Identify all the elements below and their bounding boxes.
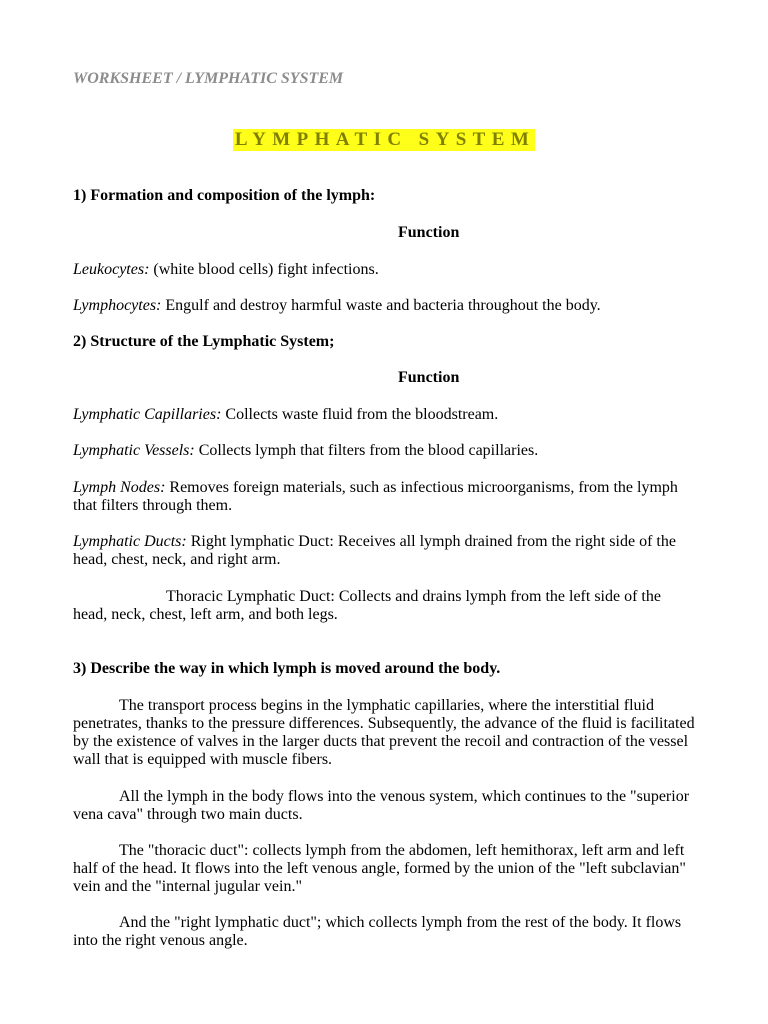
term: Lymphatic Vessels: <box>73 442 195 459</box>
term: Lymphatic Ducts: <box>73 533 187 550</box>
section1-function-label: Function <box>398 224 460 241</box>
term: Lymphatic Capillaries: <box>73 406 222 423</box>
section2-heading: 2) Structure of the Lymphatic System; <box>73 333 335 350</box>
section2-thoracic-duct: Thoracic Lymphatic Duct: Collects and drains lymph from the left side of the head, neck, chest, left arm, and both legs. <box>73 588 661 623</box>
title-wrap <box>0 129 768 151</box>
term: Lymphocytes: <box>73 297 162 314</box>
page-title: LYMPHATIC SYSTEM <box>234 129 536 150</box>
term: Leukocytes: <box>73 261 150 278</box>
definition: Collects waste fluid from the bloodstream. <box>221 406 499 423</box>
section3-paragraph: All the lymph in the body flows into the venous system, which continues to the "superior vena cava" through two main ducts. <box>73 788 690 823</box>
definition: Removes foreign materials, such as infectious microorganisms, from the lymph that filters through them. <box>73 479 678 514</box>
definition: Engulf and destroy harmful waste and bacteria throughout the body. <box>161 297 601 314</box>
section2-item-ducts <box>73 533 695 569</box>
definition: (white blood cells) fight infections. <box>149 261 379 278</box>
definition: Collects lymph that filters from the blood capillaries. <box>194 442 539 459</box>
section3-paragraph: The "thoracic duct": collects lymph from the abdomen, left hemithorax, left arm and left half of the head. It flows into the left venous angle, formed by the union of the "left subclavian" vein and the "internal jugular vein." <box>73 842 686 895</box>
section3-paragraph: The transport process begins in the lymphatic capillaries, where the interstitial fluid penetrates, thanks to the pressure differences. Subsequently, the advance of the fluid is facilitated by the existence of valves in the larger ducts that prevent the recoil and contraction of the vessel wall that is equipped with muscle fibers. <box>73 697 695 768</box>
definition: Right lymphatic Duct: Receives all lymph drained from the right side of the head, chest, neck, and right arm. <box>73 533 676 568</box>
section1-heading: 1) Formation and composition of the lymph: <box>73 187 376 204</box>
section3-heading: 3) Describe the way in which lymph is moved around the body. <box>73 660 501 677</box>
section1-item-leukocytes <box>73 261 695 279</box>
section2-item-nodes <box>73 479 695 515</box>
section1-item-lymphocytes <box>73 297 695 315</box>
worksheet-header: WORKSHEET / LYMPHATIC SYSTEM <box>73 70 344 87</box>
section3-paragraph: And the "right lymphatic duct"; which collects lymph from the rest of the body. It flows into the right venous angle. <box>73 914 682 949</box>
term: Lymph Nodes: <box>73 479 166 496</box>
section2-item-capillaries <box>73 406 695 424</box>
section2-item-vessels <box>73 442 695 460</box>
section2-function-label: Function <box>398 369 460 386</box>
